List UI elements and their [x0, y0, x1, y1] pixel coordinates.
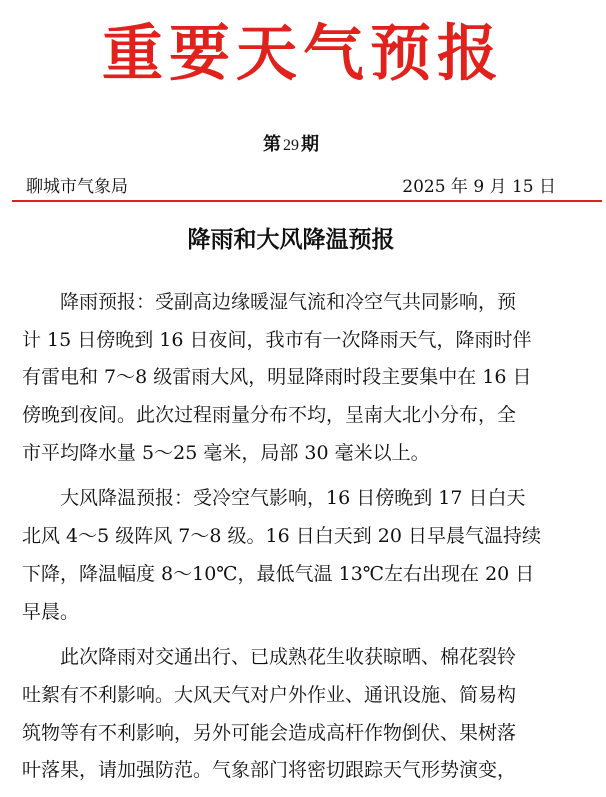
issue-prefix: 第 — [263, 134, 281, 155]
paragraph-wind-cooling — [22, 480, 568, 631]
issue-number-value: 29 — [283, 137, 299, 154]
meta-row — [26, 174, 556, 200]
issue-number — [0, 132, 582, 159]
text-line: 北风 4～5 级阵风 7～8 级。16 日白天到 20 日早晨气温持续 — [22, 525, 541, 548]
document-title: 降雨和大风降温预报 — [187, 227, 395, 253]
text-line: 下降，降温幅度 8～10℃，最低气温 13℃左右出现在 20 日 — [22, 562, 535, 585]
text-line: 傍晚到夜间。此次过程雨量分布不均，呈南大北小分布，全 — [22, 404, 517, 427]
text-line: 此次降雨对交通出行、已成熟花生收获晾晒、棉花裂铃 — [60, 646, 517, 669]
text-line: 吐絮有不利影响。大风天气对户外作业、通讯设施、简易构 — [22, 683, 517, 706]
text-line: 筑物等有不利影响，另外可能会造成高杆作物倒伏、果树落 — [22, 721, 517, 744]
masthead-title: 重要天气预报 — [101, 18, 504, 89]
issue-date: 2025 年 9 月 15 日 — [402, 177, 556, 197]
text-line: 计 15 日傍晚到 16 日夜间，我市有一次降雨天气，降雨时伴 — [22, 328, 532, 351]
text-line: 早晨。 — [22, 600, 80, 623]
text-line: 大风降温预报：受冷空气影响，16 日傍晚到 17 日白天 — [60, 487, 526, 510]
paragraph-rain — [22, 284, 568, 472]
paragraph-gap — [22, 631, 568, 639]
issue-suffix: 期 — [301, 134, 319, 155]
paragraph-impact — [22, 639, 568, 790]
text-line: 市平均降水量 5～25 毫米，局部 30 毫米以上。 — [22, 441, 430, 464]
issuing-office: 聊城市气象局 — [26, 177, 128, 197]
document-body — [22, 284, 568, 790]
text-line: 叶落果，请加强防范。气象部门将密切跟踪天气形势演变， — [22, 759, 517, 782]
header-divider — [12, 200, 602, 202]
paragraph-gap — [22, 472, 568, 480]
text-line: 降雨预报：受副高边缘暖湿气流和冷空气共同影响，预 — [60, 291, 517, 313]
text-line: 有雷电和 7～8 级雷雨大风，明显降雨时段主要集中在 16 日 — [22, 366, 532, 389]
